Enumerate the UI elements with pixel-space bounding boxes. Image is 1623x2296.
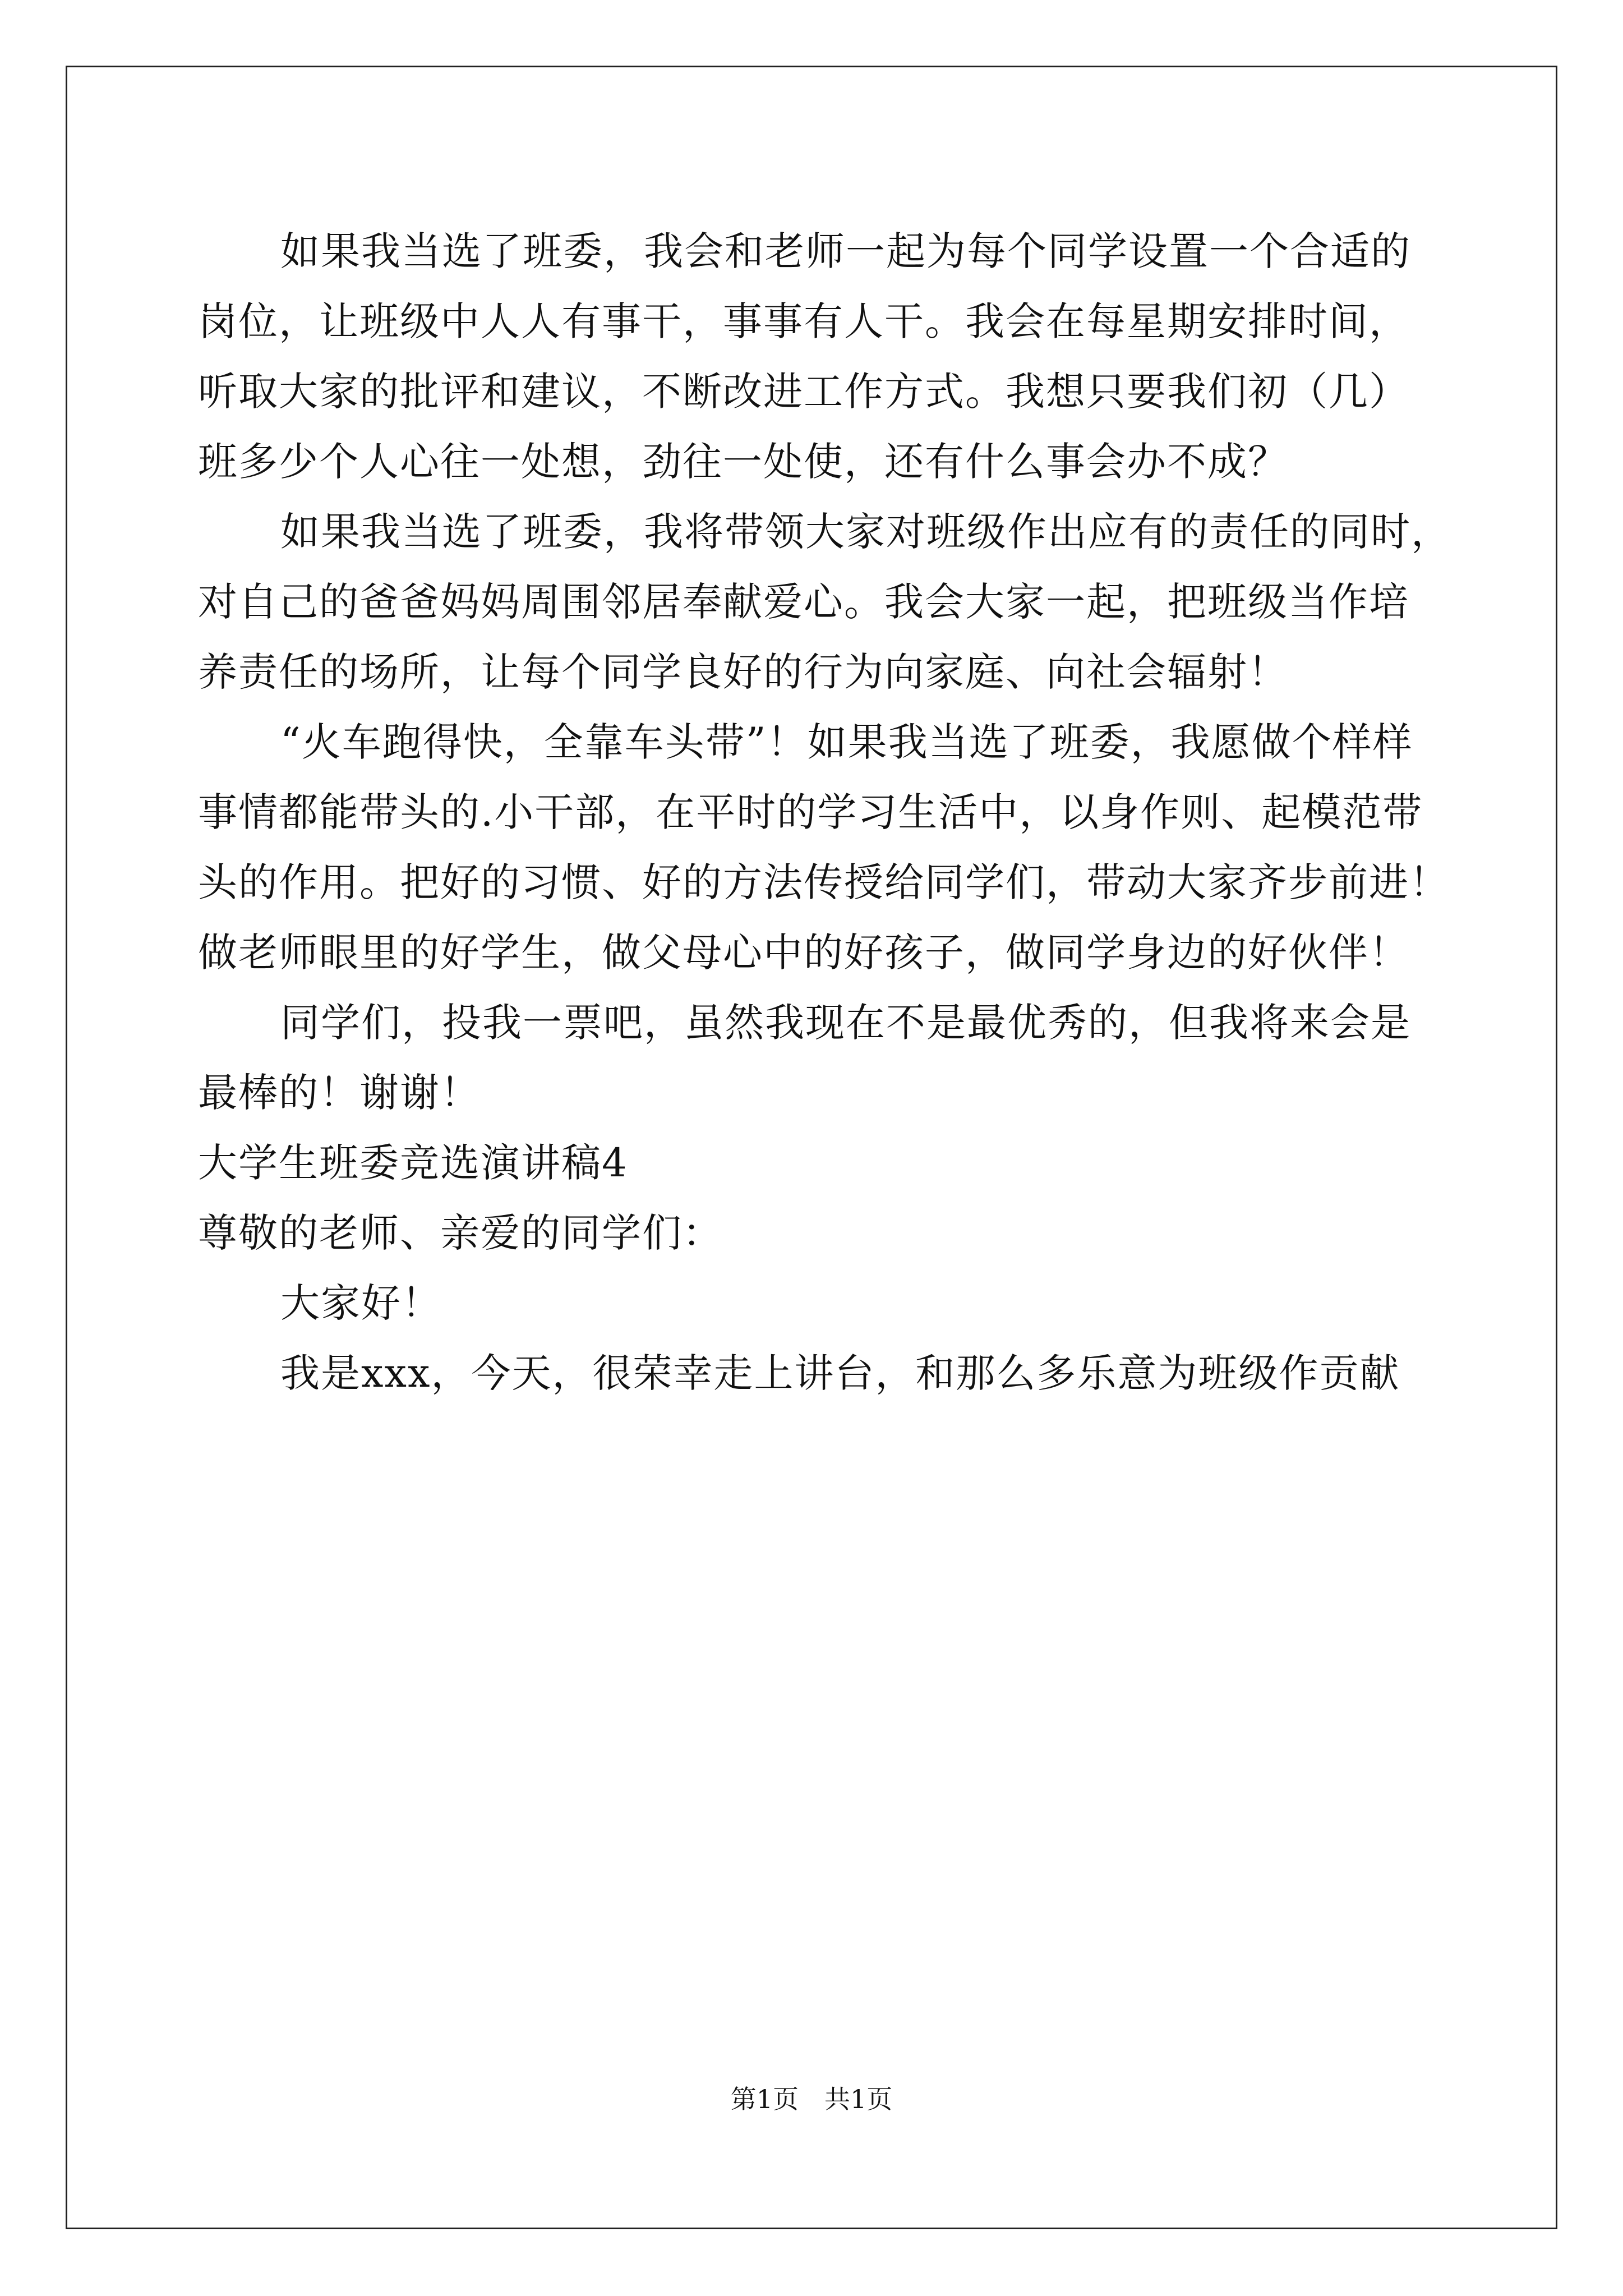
paragraph-line: 班多少个人心往一处想，劲往一处使，还有什么事会办不成？	[198, 439, 1288, 485]
paragraph-line: 如果我当选了班委，我将带领大家对班级作出应有的责任的同时，	[280, 509, 1451, 555]
paragraph-line: 做老师眼里的好学生，做父母心中的好孩子，做同学身边的好伙伴！	[198, 930, 1409, 976]
paragraph-line: 听取大家的批评和建议，不断改进工作方式。我想只要我们初（几）	[198, 369, 1409, 415]
paragraph-line: 岗位，让班级中人人有事干，事事有人干。我会在每星期安排时间，	[198, 298, 1409, 344]
paragraph-line: 同学们，投我一票吧，虽然我现在不是最优秀的，但我将来会是	[280, 1000, 1411, 1046]
page-footer: 第1页 共1页	[730, 2084, 893, 2114]
paragraph-line: 养责任的场所，让每个同学良好的行为向家庭、向社会辐射！	[198, 649, 1288, 695]
paragraph-line: “火车跑得快，全靠车头带”！如果我当选了班委，我愿做个样样	[280, 719, 1413, 765]
paragraph-line: 对自己的爸爸妈妈周围邻居奉献爱心。我会大家一起，把班级当作培	[198, 579, 1409, 625]
paragraph-line: 头的作用。把好的习惯、好的方法传授给同学们，带动大家齐步前进！	[198, 859, 1450, 905]
paragraph-line: 我是xxx，今天，很荣幸走上讲台，和那么多乐意为班级作贡献	[280, 1350, 1400, 1396]
section-title: 大学生班委竞选演讲稿4	[198, 1140, 628, 1186]
greeting: 大家好！	[280, 1280, 442, 1326]
paragraph-line: 如果我当选了班委，我会和老师一起为每个同学设置一个合适的	[280, 228, 1411, 274]
paragraph-line: 最棒的！谢谢！	[198, 1070, 481, 1116]
salutation: 尊敬的老师、亲爱的同学们：	[198, 1210, 723, 1256]
paragraph-line: 事情都能带头的.小干部，在平时的学习生活中，以身作则、起模范带	[198, 789, 1423, 835]
